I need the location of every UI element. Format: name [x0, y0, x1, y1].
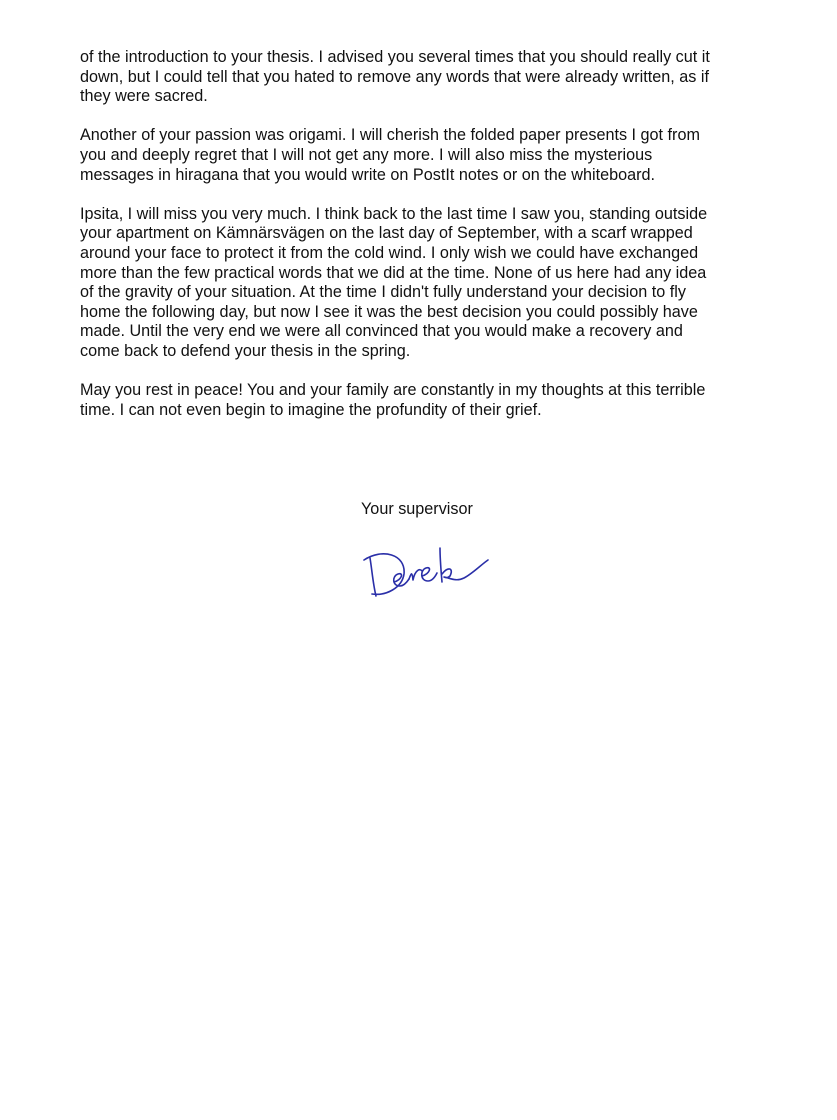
paragraph-thesis-introduction: of the introduction to your thesis. I advised you several times that you should really cut it down, but I could tell that you hated to remove any words that were already written, as if they were sacred.: [80, 48, 710, 106]
paragraph-rest-in-peace: May you rest in peace! You and your family are constantly in my thoughts at this terrible time. I can not even begin to imagine the profundity of their grief.: [80, 381, 706, 419]
paragraph-last-meeting: Ipsita, I will miss you very much. I think back to the last time I saw you, standing outside your apartment on Kämnärsvägen on the last day of September, with a scarf wrapped around your face to protect it from the cold wind. I only wish we could have exchanged more than the few practical words that we did at the time. None of us here had any idea of the gravity of your situation. At the time I didn't fully understand your decision to fly home the following day, but now I see it was the best decision you could possibly have made. Until the very end we were all convinced that you would make a recovery and come back to defend your thesis in the spring.: [80, 204, 708, 360]
paragraph-origami: Another of your passion was origami. I will cherish the folded paper presents I got from you and deeply regret that I will not get any more. I will also miss the mysterious messages in hiragana that you would write on PostIt notes or on the whiteboard.: [80, 126, 700, 184]
closing-line: Your supervisor: [361, 500, 473, 518]
handwritten-signature: [360, 540, 505, 608]
letter-body: [80, 48, 760, 440]
